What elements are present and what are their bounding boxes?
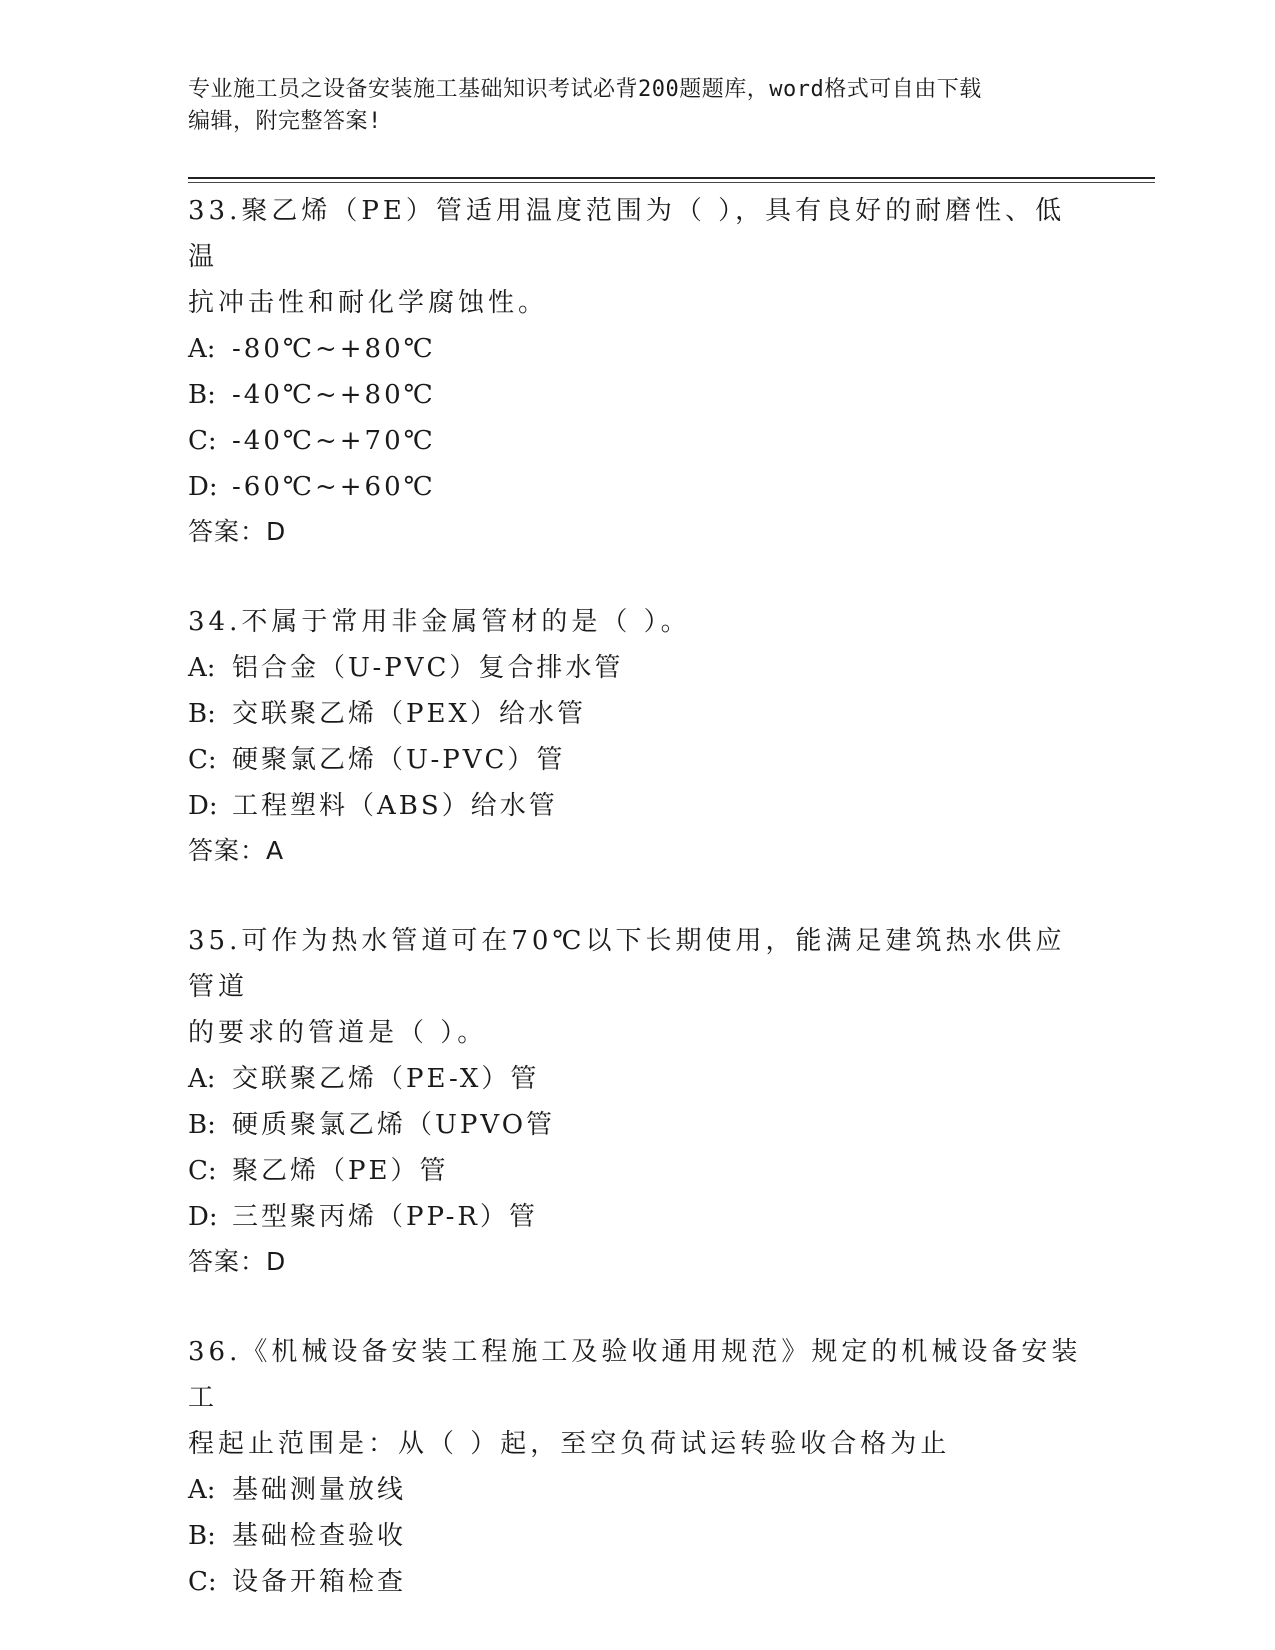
option-b: B: 基础检查验收 bbox=[188, 1521, 407, 1551]
question-text: 36.《机械设备安装工程施工及验收通用规范》规定的机械设备安装工 程起止范围是：从（ ）起，至空负荷试运转验收合格为止 bbox=[188, 1337, 1082, 1459]
question-35 bbox=[188, 918, 1088, 1284]
answer: 答案：D bbox=[188, 517, 287, 546]
option-a: A: 基础测量放线 bbox=[188, 1475, 407, 1505]
option-b: B: -40℃~+80℃ bbox=[188, 380, 436, 410]
question-list bbox=[188, 188, 1088, 1650]
option-c: C: 硬聚氯乙烯（U-PVC）管 bbox=[188, 745, 566, 775]
option-b: B: 交联聚乙烯（PEX）给水管 bbox=[188, 699, 586, 729]
question-33 bbox=[188, 188, 1088, 554]
option-a: A: -80℃~+80℃ bbox=[188, 334, 436, 364]
document-header bbox=[188, 74, 1088, 138]
option-c: C: 设备开箱检查 bbox=[188, 1567, 407, 1597]
question-text: 35.可作为热水管道可在70℃以下长期使用，能满足建筑热水供应管道 的要求的管道是（ ）。 bbox=[188, 926, 1066, 1048]
option-a: A: 交联聚乙烯（PE-X）管 bbox=[188, 1064, 540, 1094]
question-34 bbox=[188, 599, 1088, 873]
header-divider-thick bbox=[188, 177, 1155, 179]
option-c: C: 聚乙烯（PE）管 bbox=[188, 1156, 449, 1186]
option-d: D: -60℃~+60℃ bbox=[188, 472, 436, 502]
option-c: C: -40℃~+70℃ bbox=[188, 426, 436, 456]
question-36 bbox=[188, 1329, 1088, 1605]
option-b: B: 硬质聚氯乙烯（UPVO管 bbox=[188, 1110, 556, 1140]
option-a: A: 铝合金（U-PVC）复合排水管 bbox=[188, 653, 624, 683]
option-d: D: 工程塑料（ABS）给水管 bbox=[188, 791, 558, 821]
question-text: 34.不属于常用非金属管材的是（ ）。 bbox=[188, 607, 691, 637]
answer: 答案：A bbox=[188, 836, 285, 865]
header-line-1: 专业施工员之设备安装施工基础知识考试必背200题题库，word格式可自由下载 bbox=[188, 77, 982, 102]
header-line-2: 编辑，附完整答案! bbox=[188, 109, 382, 134]
question-text: 33.聚乙烯（PE）管适用温度范围为（ ），具有良好的耐磨性、低温 抗冲击性和耐化学腐蚀性。 bbox=[188, 196, 1066, 318]
header-divider-thin bbox=[188, 182, 1155, 183]
option-d: D: 三型聚丙烯（PP-R）管 bbox=[188, 1202, 538, 1232]
answer: 答案：D bbox=[188, 1247, 287, 1276]
